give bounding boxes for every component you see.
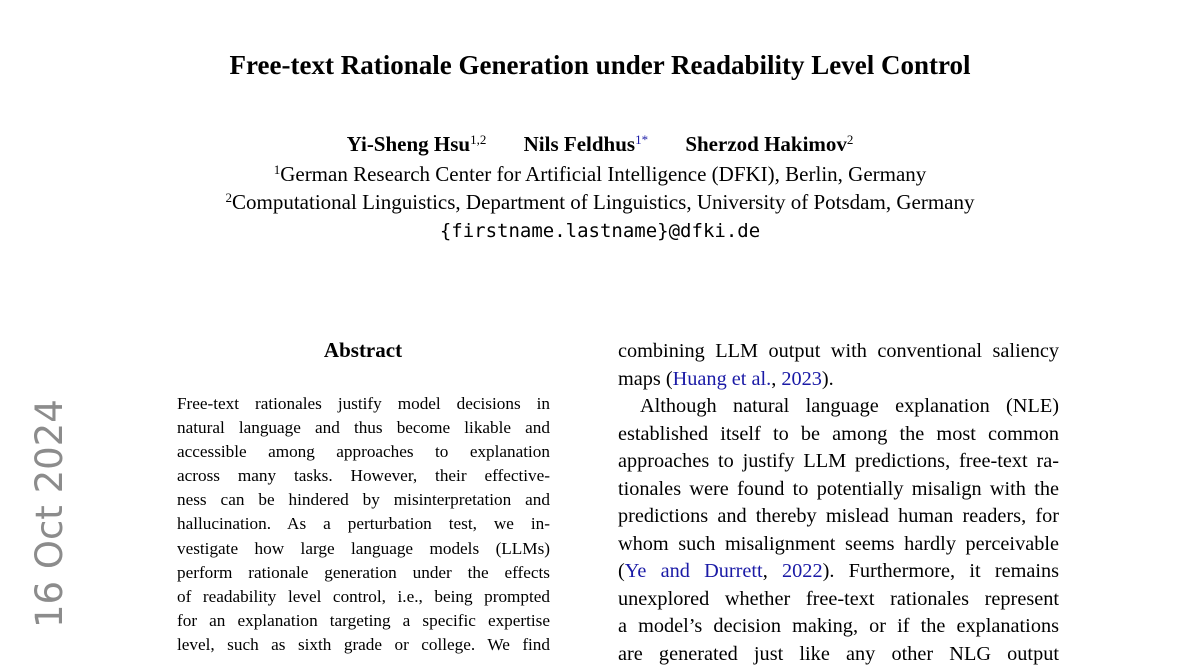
abstract-line: hallucination. As a perturbation test, we in- <box>177 512 550 536</box>
author-affil-mark-link[interactable]: 1* <box>635 132 648 147</box>
abstract-line: for an explanation targeting a specific expertise <box>177 609 550 633</box>
abstract-line: across many tasks. However, their effective- <box>177 464 550 488</box>
citation-year-link[interactable]: 2023 <box>781 368 822 390</box>
body-line: unexplored whether free-text rationales represent <box>618 586 1059 614</box>
body-text: ). <box>822 368 834 390</box>
author-name: Sherzod Hakimov <box>685 132 847 156</box>
body-text: maps ( <box>618 368 673 390</box>
author-email: {firstname.lastname}@dfki.de <box>0 218 1200 244</box>
affiliation-number: 2 <box>226 190 233 205</box>
author-affil-mark: 1,2 <box>470 132 486 147</box>
body-line: Although natural language explanation (NLE) <box>618 393 1059 421</box>
abstract-line: Free-text rationales justify model decisions in <box>177 392 550 416</box>
citation-link[interactable]: Ye and Durrett <box>625 560 763 582</box>
citation-link[interactable]: Huang et al. <box>673 368 772 390</box>
author-name: Yi-Sheng Hsu <box>347 132 471 156</box>
abstract-heading: Abstract <box>176 336 550 364</box>
abstract-line: accessible among approaches to explanation <box>177 440 550 464</box>
affiliation-number: 1 <box>274 162 281 177</box>
abstract-line: of readability level control, i.e., being prompted <box>177 585 550 609</box>
abstract-line: level, such as sixth grade or college. We find <box>177 633 550 657</box>
affiliation-1 <box>0 160 1200 188</box>
body-text: ( <box>618 560 625 582</box>
body-line <box>618 558 1059 586</box>
body-line: predictions and thereby mislead human readers, for <box>618 503 1059 531</box>
body-line: tionales were found to potentially misalign with the <box>618 476 1059 504</box>
abstract-line: vestigate how large language models (LLMs) <box>177 537 550 561</box>
body-line: combining LLM output with conventional saliency <box>618 338 1059 366</box>
author-2 <box>524 130 648 158</box>
author-1 <box>347 130 487 158</box>
body-line: a model’s decision making, or if the explanations <box>618 613 1059 641</box>
body-line: are generated just like any other NLG output <box>618 641 1059 668</box>
affiliation-2 <box>0 188 1200 216</box>
body-text: , <box>771 368 781 390</box>
body-line: established itself to be among the most common <box>618 421 1059 449</box>
body-line: approaches to justify LLM predictions, free-text ra- <box>618 448 1059 476</box>
paper-title: Free-text Rationale Generation under Readability Level Control <box>0 48 1200 82</box>
body-text: ). Furthermore, it remains <box>823 560 1059 582</box>
right-column-body <box>618 338 1059 668</box>
abstract-line: ness can be hindered by misinterpretation and <box>177 488 550 512</box>
body-line: whom such misalignment seems hardly perceivable <box>618 531 1059 559</box>
citation-year-link[interactable]: 2022 <box>782 560 823 582</box>
author-name: Nils Feldhus <box>524 132 635 156</box>
abstract-line: natural language and thus become likable and <box>177 416 550 440</box>
abstract-body <box>177 392 550 657</box>
author-3 <box>685 130 853 158</box>
arxiv-date-stamp: 16 Oct 2024 <box>28 399 72 628</box>
abstract-line: perform rationale generation under the effects <box>177 561 550 585</box>
author-affil-mark: 2 <box>847 132 854 147</box>
affiliation-text: German Research Center for Artificial Intelligence (DFKI), Berlin, Germany <box>280 162 926 186</box>
body-line <box>618 366 1059 394</box>
body-text: , <box>763 560 782 582</box>
author-list <box>0 130 1200 158</box>
affiliation-text: Computational Linguistics, Department of Linguistics, University of Potsdam, Germany <box>232 190 974 214</box>
